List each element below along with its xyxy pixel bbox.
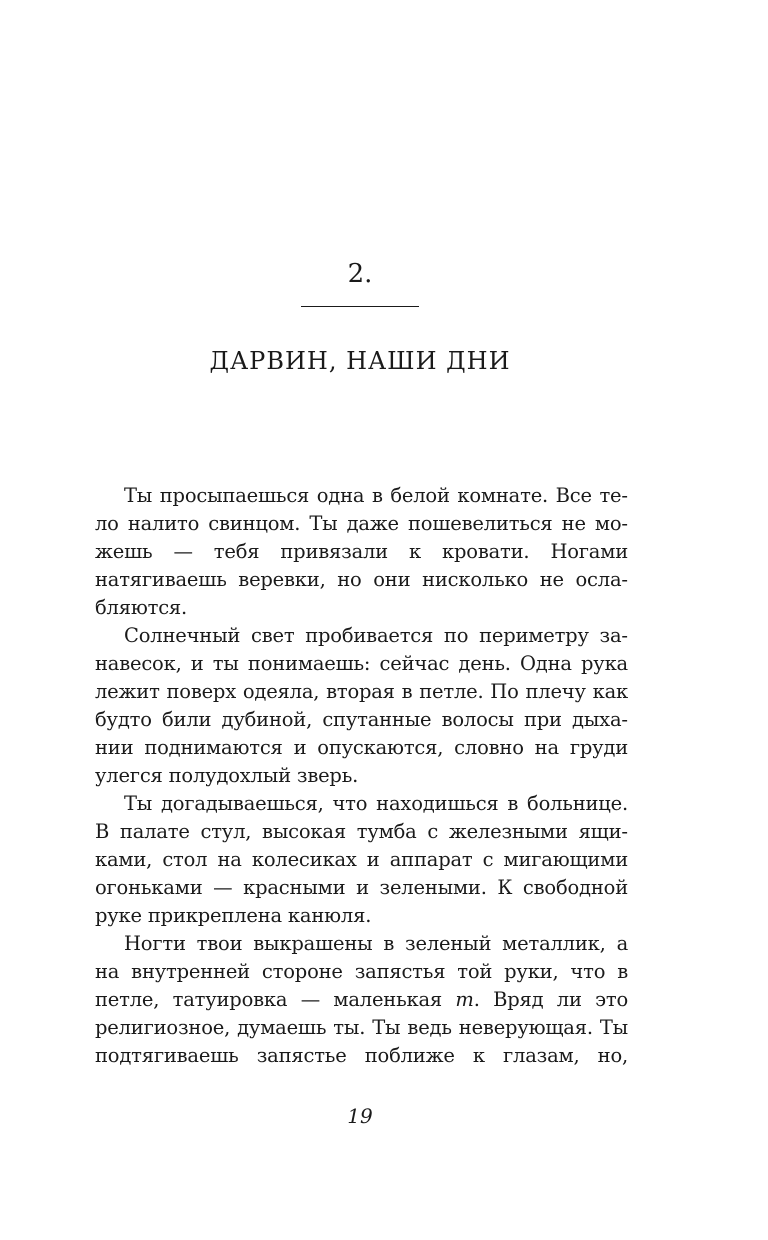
page-number: 19 [347, 1104, 373, 1128]
body-text [95, 482, 628, 1070]
paragraph-1: Ты просыпаешься одна в белой комнате. Все тело налито свинцом. Ты даже пошевелиться не можешь — тебя привязали к кровати. Ногами натягиваешь веревки, но они нисколько не ослабляются. [95, 484, 628, 619]
paragraph-2: Солнечный свет пробивается по периметру занавесок, и ты понимаешь: сейчас день. Одна рука лежит поверх одеяла, вторая в петле. По плечу как будто били дубиной, спутанные волосы при дыхании поднимаются и опускаются, словно на груди улегся полудохлый зверь. [95, 624, 628, 787]
paragraph-4 [95, 930, 628, 1070]
tattoo-letter: т [455, 988, 474, 1011]
paragraph-4-text-start: Ногти твои выкрашены в зеленый металлик, а на внутренней стороне запястья той руки, что в петле, татуировка — маленькая [95, 932, 628, 1011]
chapter-divider [301, 306, 419, 307]
paragraph-4-text-end: . Вряд ли это религиозное, думаешь ты. Ты ведь неверующая. Ты подтягиваешь запястье поближе к глазам, но, [95, 988, 628, 1067]
chapter-title: ДАРВИН, НАШИ ДНИ [209, 347, 511, 375]
paragraph-3: Ты догадываешься, что находишься в больнице. В палате стул, высокая тумба с железными ящиками, стол на колесиках и аппарат с мигающими огоньками — красными и зелеными. К свободной руке прикреплена канюля. [95, 792, 628, 927]
chapter-number: 2. [347, 259, 373, 289]
